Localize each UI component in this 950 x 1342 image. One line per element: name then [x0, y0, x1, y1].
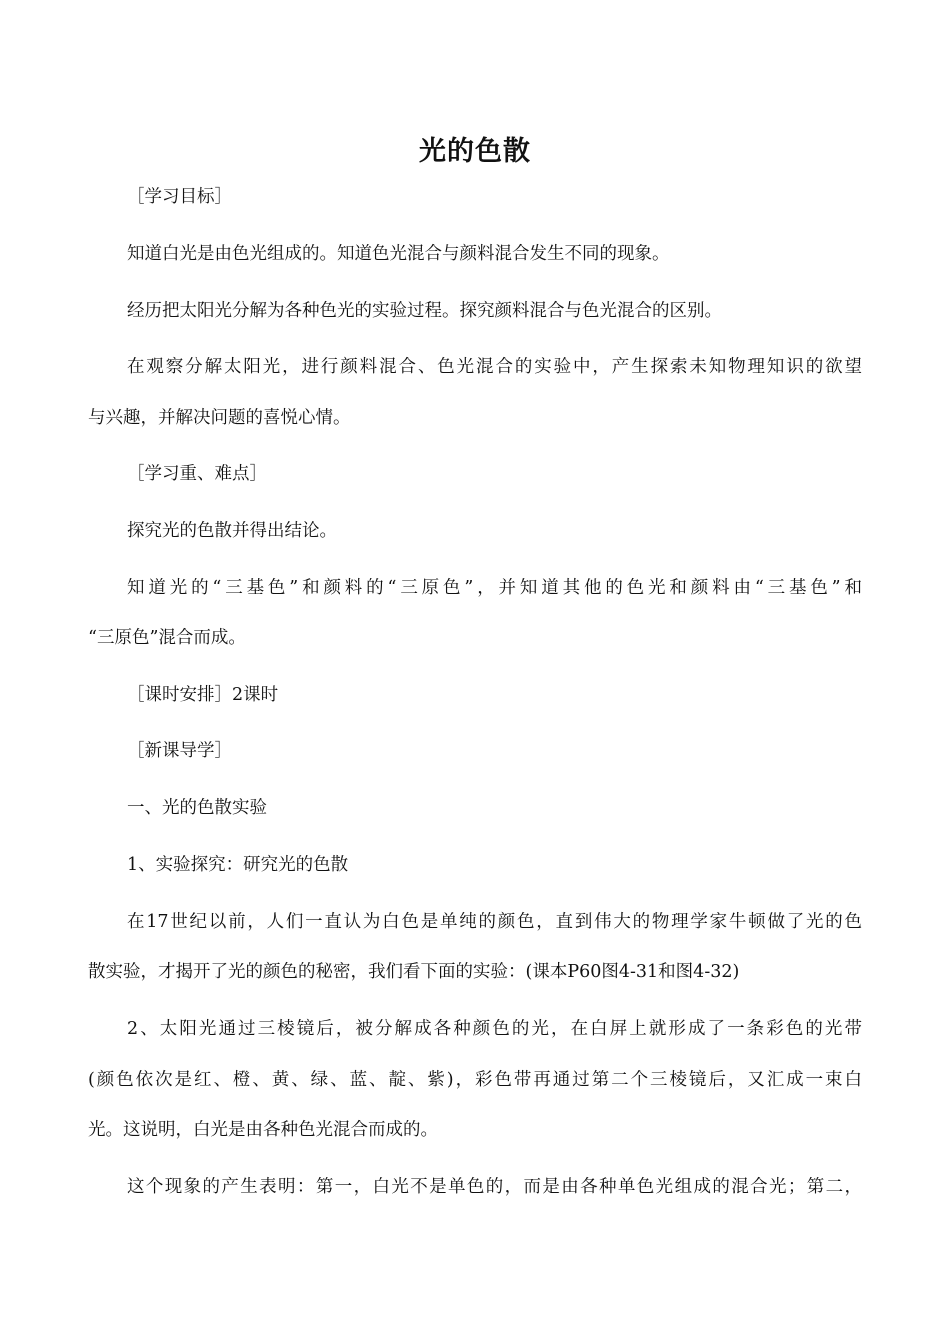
paragraph-line: 1、实验探究：研究光的色散 — [127, 855, 349, 875]
paragraph-line: 光。这说明，白光是由各种色光混合而成的。 — [88, 1120, 438, 1140]
subsection-heading: 一、光的色散实验 — [127, 798, 267, 818]
document-title: 光的色散 — [419, 136, 531, 167]
paragraph-line: 与兴趣，并解决问题的喜悦心情。 — [88, 408, 351, 428]
section-heading-learning-goals: ［学习目标］ — [127, 187, 232, 207]
paragraph-line: 在17世纪以前，人们一直认为白色是单纯的颜色，直到伟大的物理学家牛顿做了光的色 — [127, 912, 862, 932]
paragraph-line: 散实验，才揭开了光的颜色的秘密，我们看下面的实验：(课本P60图4-31和图4-32) — [88, 962, 740, 982]
paragraph-line: 探究光的色散并得出结论。 — [127, 521, 337, 541]
paragraph-line: 在观察分解太阳光，进行颜料混合、色光混合的实验中，产生探索未知物理知识的欲望 — [127, 357, 862, 377]
paragraph-line: (颜色依次是红、橙、黄、绿、蓝、靛、紫)，彩色带再通过第二个三棱镜后，又汇成一束白 — [88, 1070, 862, 1090]
section-heading-key-points: ［学习重、难点］ — [127, 464, 267, 484]
paragraph-line: 这个现象的产生表明：第一，白光不是单色的，而是由各种单色光组成的混合光；第二， — [127, 1177, 862, 1197]
paragraph-line: 经历把太阳光分解为各种色光的实验过程。探究颜料混合与色光混合的区别。 — [127, 301, 722, 321]
paragraph-line: 知道白光是由色光组成的。知道色光混合与颜料混合发生不同的现象。 — [127, 244, 670, 264]
section-heading-schedule: ［课时安排］2课时 — [127, 685, 279, 705]
paragraph-line: “三原色”混合而成。 — [88, 628, 246, 648]
paragraph-line: 知道光的“三基色”和颜料的“三原色”，并知道其他的色光和颜料由“三基色”和 — [127, 578, 862, 598]
section-heading-new-lesson: ［新课导学］ — [127, 741, 232, 761]
paragraph-line: 2、太阳光通过三棱镜后，被分解成各种颜色的光，在白屏上就形成了一条彩色的光带 — [127, 1019, 862, 1039]
